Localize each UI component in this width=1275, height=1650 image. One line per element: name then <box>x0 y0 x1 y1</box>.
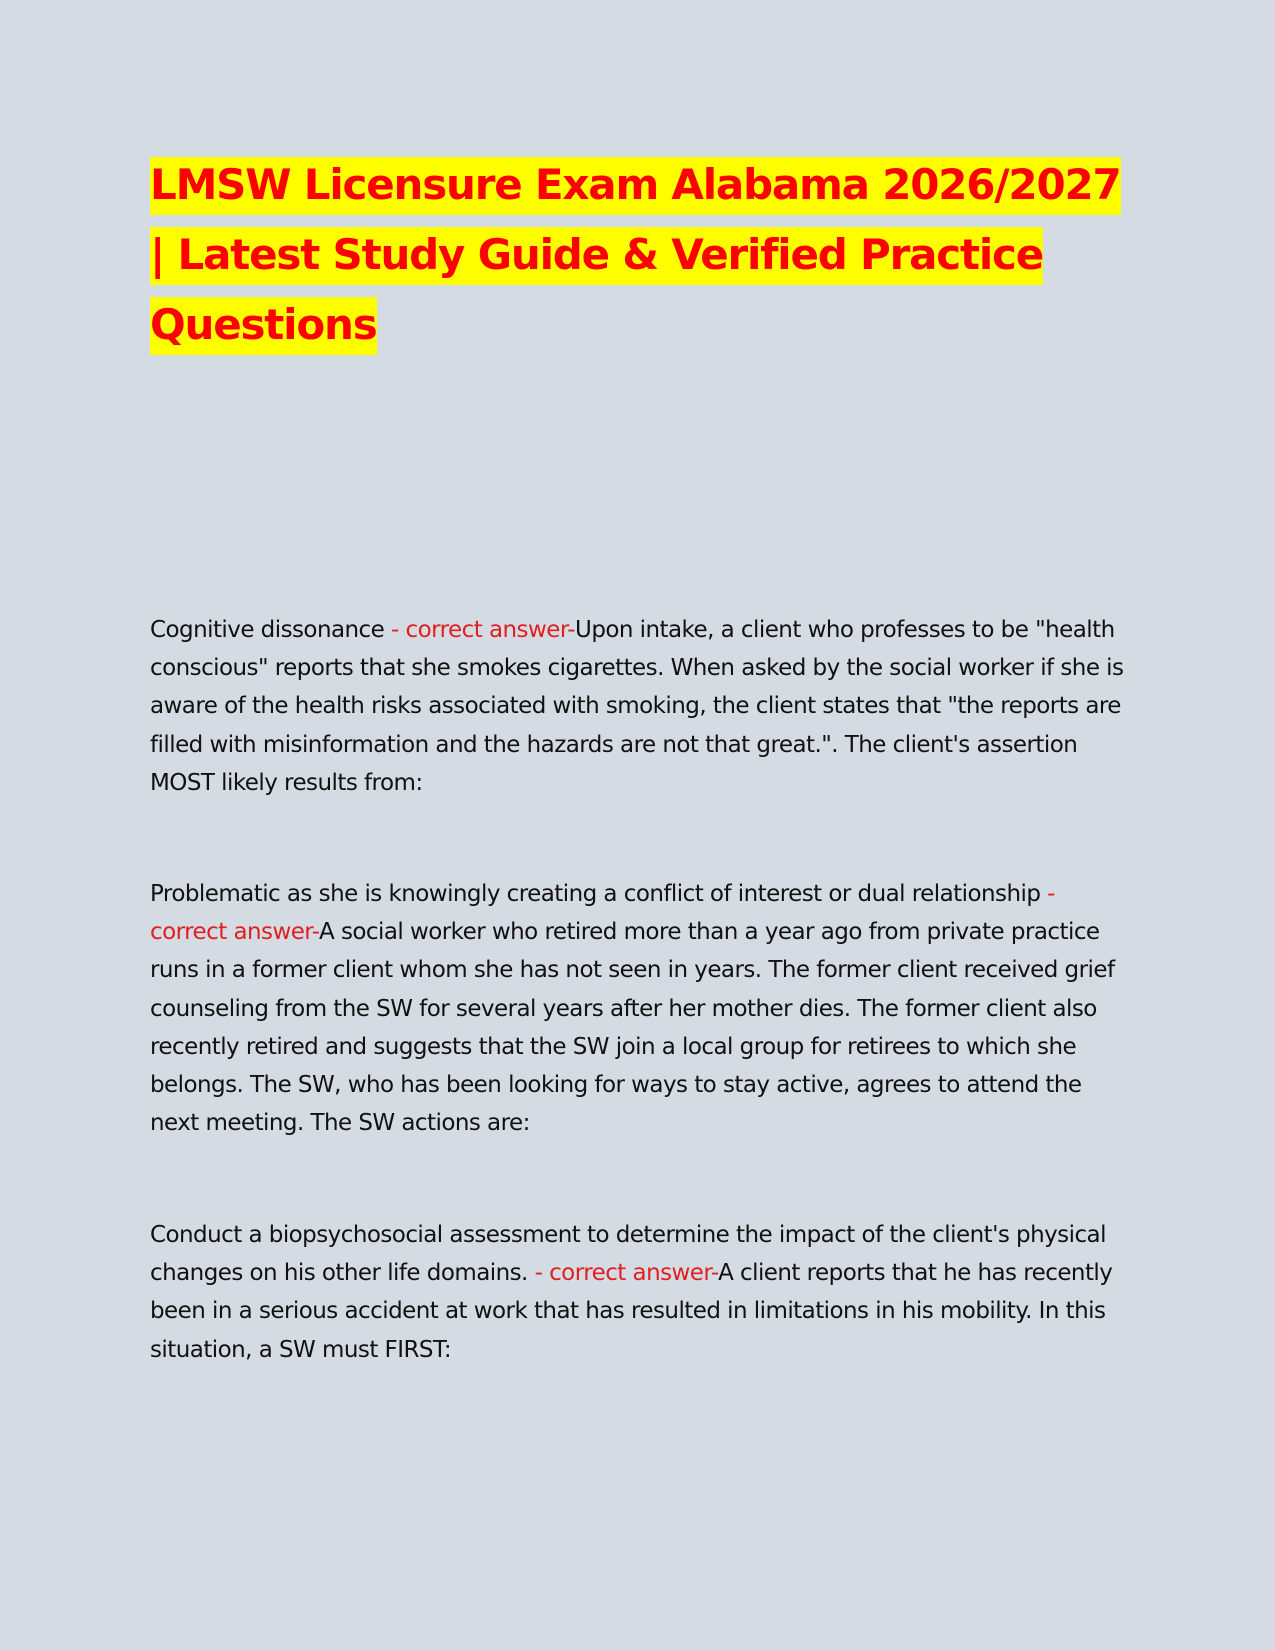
answer-text: Problematic as she is knowingly creating a conflict of interest or dual relationship <box>150 881 1048 907</box>
correct-answer-marker: - correct answer- <box>534 1260 719 1287</box>
title-highlight: LMSW Licensure Exam Alabama 2026/2027 | Latest Study Guide & Verified Practice Questions <box>150 157 1121 355</box>
question-text: A social worker who retired more than a year ago from private practice runs in a former client whom she has not seen in years. The former client received grief counseling from the SW for several years after her mother dies. The former client also recently retired and suggests that the SW join a local group for retirees to which she belongs. The SW, who has been looking for ways to stay active, agrees to attend the next meeting. The SW actions are: <box>150 919 1115 1137</box>
qa-entry-3 <box>150 1216 1125 1369</box>
correct-answer-marker: - correct answer- <box>150 881 1055 946</box>
qa-entry-2 <box>150 875 1125 1142</box>
document-page <box>150 0 1125 1650</box>
document-title <box>150 150 1125 360</box>
question-text: Upon intake, a client who professes to be "health conscious" reports that she smokes cigarettes. When asked by the social worker if she is aware of the health risks associated with smoking, the client states that "the reports are filled with misinformation and the hazards are not that great.". The client's assertion MOST likely results from: <box>150 617 1124 796</box>
answer-text: Conduct a biopsychosocial assessment to determine the impact of the client's physical changes on his other life domains. <box>150 1222 1106 1287</box>
correct-answer-marker: - correct answer- <box>391 617 576 643</box>
qa-entry-1 <box>150 611 1125 802</box>
question-text: A client reports that he has recently been in a serious accident at work that has resulted in limitations in his mobility. In this situation, a SW must FIRST: <box>150 1260 1113 1363</box>
answer-text: Cognitive dissonance <box>150 617 392 643</box>
